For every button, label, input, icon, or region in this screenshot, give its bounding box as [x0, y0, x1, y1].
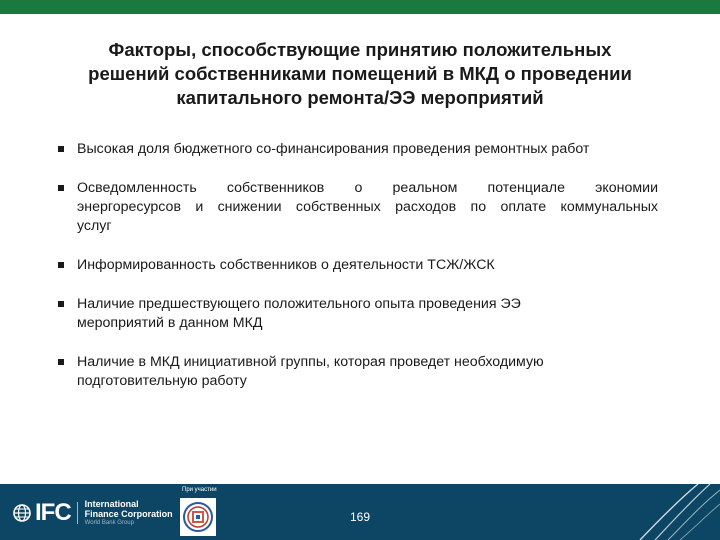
- slide-title: [40, 38, 680, 110]
- ifc-logo-text: IFC: [35, 499, 71, 526]
- ifc-full-name: [85, 499, 173, 527]
- bullet-square-icon: [58, 262, 64, 268]
- bullet-square-icon: [58, 146, 64, 152]
- bullet-text: Информированность собственников о деятельности ТСЖ/ЖСК: [77, 257, 495, 273]
- bullet-text: услуг: [77, 218, 112, 234]
- bullet-text: Осведомленность собственников о реальном потенциале экономии: [77, 180, 658, 196]
- ifc-name-sub: World Bank Group: [84, 520, 134, 526]
- list-item: [58, 353, 658, 391]
- partner-emblem-icon: [180, 498, 216, 536]
- logo-divider: [77, 502, 78, 524]
- bullet-square-icon: [58, 359, 64, 365]
- list-item: [58, 295, 658, 333]
- bullet-text: Наличие предшествующего положительного опыта проведения ЭЭ: [77, 296, 521, 312]
- partner-logo: [180, 498, 216, 536]
- title-line: Факторы, способствующие принятию положительных: [108, 39, 612, 60]
- bullet-text: подготовительную работу: [77, 373, 247, 389]
- page-number: 169: [349, 510, 371, 524]
- bullet-square-icon: [58, 185, 64, 191]
- list-item: [58, 256, 658, 275]
- partner-label: При участии: [182, 487, 217, 493]
- title-line: решений собственниками помещений в МКД о проведении: [88, 63, 632, 84]
- footer-bar: [0, 484, 720, 540]
- list-item: [58, 179, 658, 236]
- bullet-text: Наличие в МКД инициативной группы, которая проведет необходимую: [77, 354, 544, 370]
- decorative-swoosh: [610, 484, 720, 540]
- bullet-text: Высокая доля бюджетного со-финансирования проведения ремонтных работ: [77, 141, 590, 157]
- ifc-name-line: Finance Corporation: [84, 509, 173, 519]
- factor-list: [58, 140, 658, 411]
- list-item: [58, 140, 658, 159]
- ifc-name-line: International: [84, 499, 139, 509]
- ifc-logo: [12, 500, 173, 526]
- globe-icon: [12, 503, 32, 523]
- bullet-text: мероприятий в данном МКД: [77, 315, 263, 331]
- title-line: капитального ремонта/ЭЭ мероприятий: [176, 87, 544, 108]
- bullet-text: энергоресурсов и снижении собственных расходов по оплате коммунальных: [77, 199, 658, 215]
- bullet-square-icon: [58, 301, 64, 307]
- top-accent-bar: [0, 0, 720, 14]
